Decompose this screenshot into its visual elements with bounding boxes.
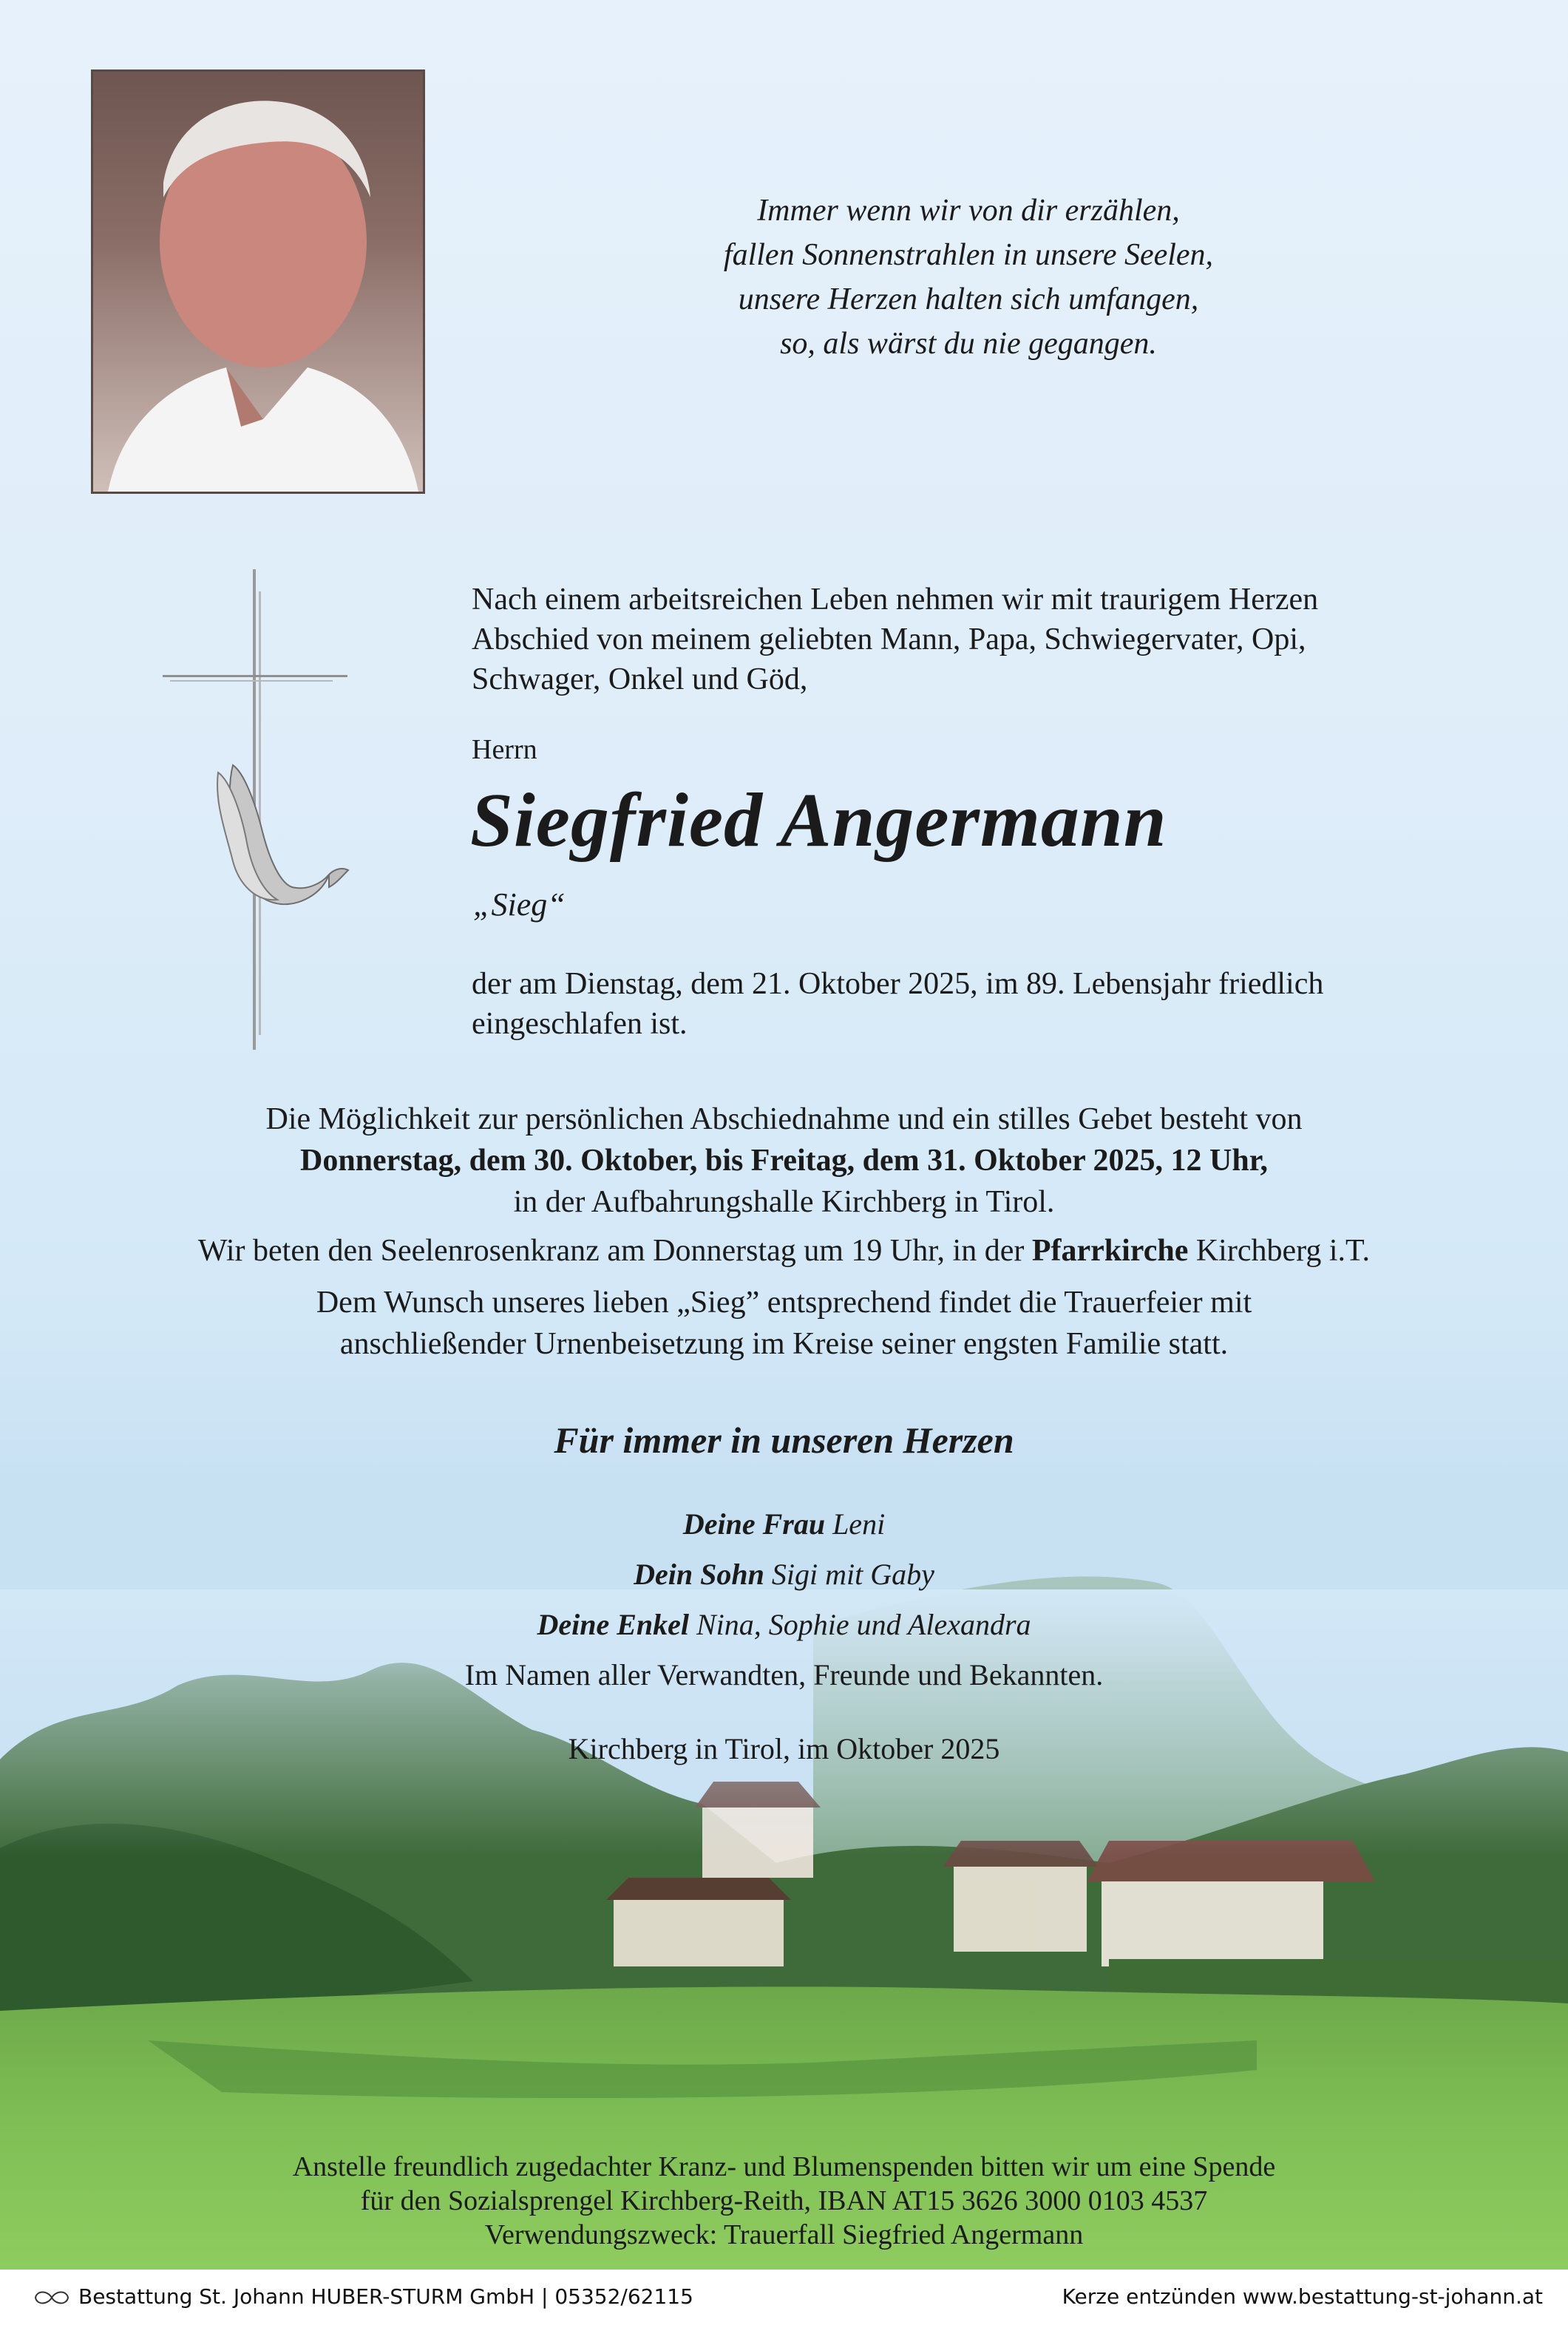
death-line: eingeschlafen ist.	[472, 1007, 688, 1041]
family-entry: Dein Sohn Sigi mit Gaby	[634, 1558, 934, 1591]
ceremony-line: Dem Wunsch unseres lieben „Sieg” entsprechend findet die Trauerfeier mit	[316, 1286, 1252, 1320]
deceased-name: Siegfried Angermann	[470, 778, 1167, 863]
ceremony-line: anschließender Urnenbeisetzung im Kreise seiner engsten Familie statt.	[339, 1327, 1229, 1361]
praying-hands-icon	[217, 765, 348, 904]
portrait-photo	[91, 69, 425, 494]
rosary-info: Wir beten den Seelenrosenkranz am Donnerstag um 19 Uhr, in der Pfarrkirche Kirchberg i.T.	[197, 1234, 1371, 1268]
intro-line: Nach einem arbeitsreichen Leben nehmen wir mit traurigem Herzen	[472, 583, 1319, 617]
death-line: der am Dienstag, dem 21. Oktober 2025, im 89. Lebensjahr friedlich	[472, 967, 1324, 1001]
place-date: Kirchberg in Tirol, im Oktober 2025	[568, 1732, 1000, 1765]
family-list	[0, 1499, 1568, 1700]
intro-line: Schwager, Onkel und Göd,	[472, 662, 808, 696]
donation-line: Anstelle freundlich zugedachter Kranz- und Blumenspenden bitten wir um eine Spende	[292, 2151, 1276, 2182]
nickname: „Sieg“	[473, 886, 566, 923]
farewell-info	[0, 1099, 1568, 1223]
intro-text	[472, 580, 1433, 699]
poem-line: so, als wärst du nie gegangen.	[780, 327, 1157, 361]
farewell-dates: Donnerstag, dem 30. Oktober, bis Freitag, dem 31. Oktober 2025, 12 Uhr,	[299, 1144, 1268, 1178]
cross-icon	[159, 569, 351, 1057]
infinity-logo-icon	[33, 2289, 71, 2307]
donation-info	[0, 2150, 1568, 2252]
footer	[0, 2270, 1568, 2325]
poem	[562, 189, 1375, 366]
poem-line: fallen Sonnenstrahlen in unsere Seelen,	[723, 238, 1214, 272]
intro-line: Abschied von meinem geliebten Mann, Papa, Schwiegervater, Opi,	[472, 622, 1306, 656]
farewell-location: in der Aufbahrungshalle Kirchberg in Tirol.	[513, 1185, 1055, 1219]
death-notice	[472, 964, 1447, 1044]
donation-line: Verwendungszweck: Trauerfall Siegfried Angermann	[484, 2219, 1084, 2250]
family-entry: Deine Frau Leni	[682, 1507, 886, 1541]
relatives-line: Im Namen aller Verwandten, Freunde und Bekannten.	[464, 1658, 1104, 1691]
forever-heading: Für immer in unseren Herzen	[554, 1419, 1014, 1461]
farewell-line: Die Möglichkeit zur persönlichen Abschiednahme und ein stilles Gebet besteht von	[265, 1102, 1303, 1136]
donation-line: für den Sozialsprengel Kirchberg-Reith, IBAN AT15 3626 3000 0103 4537	[360, 2185, 1208, 2216]
family-entry: Deine Enkel Nina, Sophie und Alexandra	[537, 1608, 1031, 1641]
salutation: Herrn	[472, 734, 537, 765]
footer-company: Bestattung St. Johann HUBER-STURM GmbH | 05352/62115	[33, 2284, 693, 2309]
poem-line: unsere Herzen halten sich umfangen,	[738, 282, 1199, 316]
poem-line: Immer wenn wir von dir erzählen,	[757, 194, 1180, 228]
ceremony-info	[0, 1282, 1568, 1365]
candle-link[interactable]: Kerze entzünden www.bestattung-st-johann.at	[1062, 2284, 1543, 2309]
